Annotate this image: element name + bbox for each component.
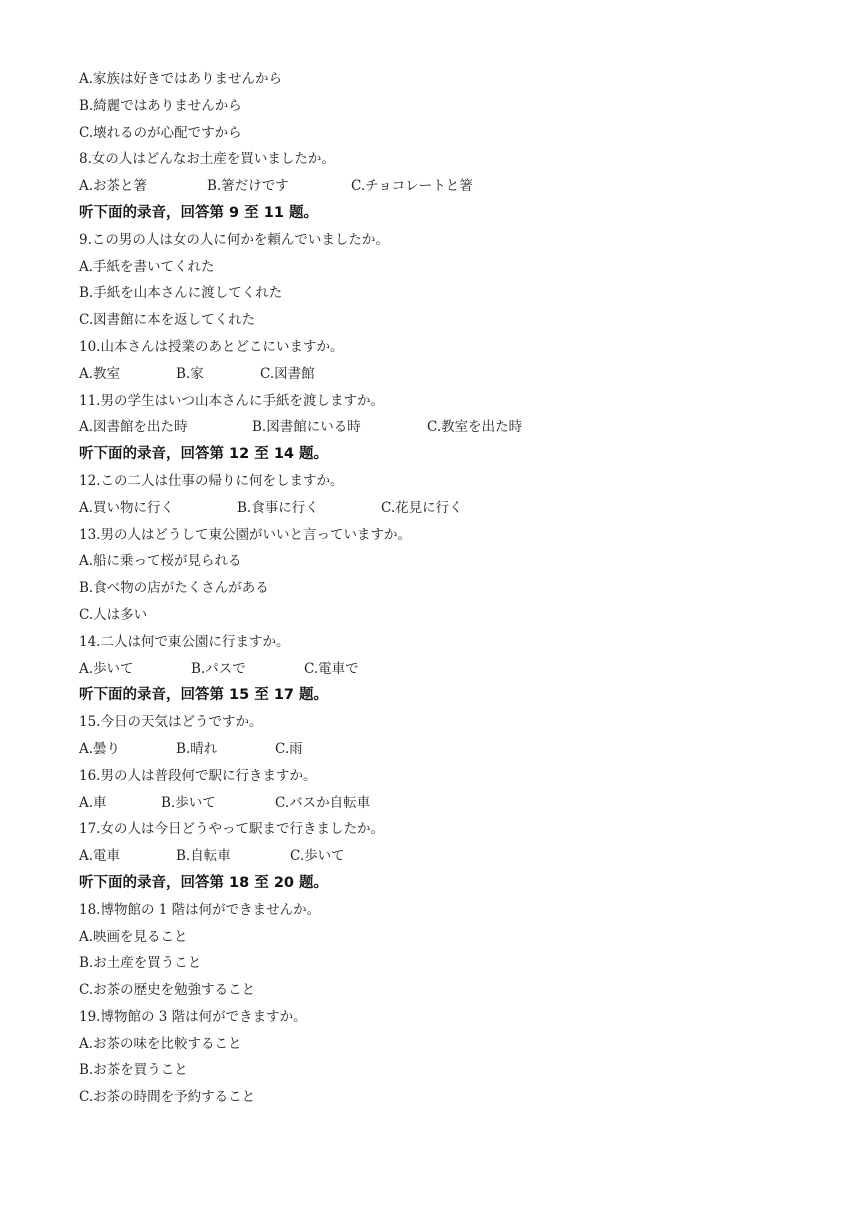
options-row: [79, 843, 819, 870]
option-c: C.チョコレートと箸: [351, 178, 473, 195]
question-line: 10.山本さんは授業のあとどこにいますか。: [79, 338, 344, 355]
option-line: B.お土産を買うこと: [79, 955, 202, 972]
option-line: A.船に乗って桜が見られる: [79, 553, 242, 570]
option-c: C.歩いて: [290, 848, 345, 865]
section-heading: 听下面的录音，回答第 15 至 17 题。: [79, 687, 329, 704]
option-b: B.箸だけです: [207, 178, 289, 195]
option-line: C.壊れるのが心配ですから: [79, 124, 242, 141]
option-line: B.手紙を山本さんに渡してくれた: [79, 285, 283, 302]
question-line: 12.この二人は仕事の帰りに何をしますか。: [79, 472, 344, 489]
option-b: B.自転車: [176, 848, 231, 865]
question-line: 18.博物館の 1 階は何ができませんか。: [79, 901, 321, 918]
question-line: 9.この男の人は女の人に何かを頼んでいましたか。: [79, 231, 389, 248]
option-c: C.電車で: [304, 660, 359, 677]
section-heading: 听下面的录音，回答第 18 至 20 题。: [79, 874, 329, 891]
option-line: A.お茶の味を比較すること: [79, 1035, 242, 1052]
options-row: [79, 495, 819, 522]
option-b: B.家: [176, 365, 204, 382]
option-b: B.図書館にいる時: [252, 419, 361, 436]
option-b: B.歩いて: [161, 794, 216, 811]
options-row: [79, 656, 819, 683]
option-line: A.手紙を書いてくれた: [79, 258, 215, 275]
option-b: B.食事に行く: [237, 499, 319, 516]
question-line: 15.今日の天気はどうですか。: [79, 714, 263, 731]
option-line: C.図書館に本を返してくれた: [79, 312, 256, 329]
options-row: [79, 790, 819, 817]
option-line: C.お茶の歴史を勉強すること: [79, 982, 256, 999]
section-heading: 听下面的录音，回答第 12 至 14 题。: [79, 446, 329, 463]
options-row: [79, 736, 819, 763]
exam-page: [79, 66, 819, 1111]
option-a: A.曇り: [79, 740, 121, 757]
options-row: [79, 361, 819, 388]
question-line: 11.男の学生はいつ山本さんに手紙を渡しますか。: [79, 392, 384, 409]
option-a: A.図書館を出た時: [79, 419, 188, 436]
option-a: A.電車: [79, 848, 121, 865]
option-line: B.綺麗ではありませんから: [79, 97, 242, 114]
question-line: 17.女の人は今日どうやって駅まで行きましたか。: [79, 821, 384, 838]
option-a: A.教室: [79, 365, 121, 382]
option-c: C.教室を出た時: [427, 419, 523, 436]
option-c: C.雨: [275, 740, 303, 757]
option-c: C.バスか自転車: [275, 794, 371, 811]
question-line: 13.男の人はどうして東公園がいいと言っていますか。: [79, 526, 411, 543]
option-line: C.お茶の時間を予約すること: [79, 1089, 256, 1106]
option-a: A.買い物に行く: [79, 499, 175, 516]
option-line: C.人は多い: [79, 606, 148, 623]
question-line: 16.男の人は普段何で駅に行きますか。: [79, 767, 317, 784]
question-line: 8.女の人はどんなお土産を買いましたか。: [79, 151, 335, 168]
option-c: C.図書館: [260, 365, 315, 382]
option-a: A.車: [79, 794, 107, 811]
options-row: [79, 414, 819, 441]
option-b: B.パスで: [191, 660, 246, 677]
option-line: B.お茶を買うこと: [79, 1062, 188, 1079]
option-a: A.歩いて: [79, 660, 134, 677]
question-line: 14.二人は何で東公園に行ますか。: [79, 633, 290, 650]
options-row: [79, 173, 819, 200]
question-line: 19.博物館の 3 階は何ができますか。: [79, 1008, 307, 1025]
option-a: A.お茶と箸: [79, 178, 148, 195]
section-heading: 听下面的录音，回答第 9 至 11 题。: [79, 204, 318, 221]
option-line: A.映画を見ること: [79, 928, 188, 945]
option-c: C.花見に行く: [381, 499, 463, 516]
option-line: A.家族は好きではありませんから: [79, 71, 283, 87]
option-line: B.食べ物の店がたくさんがある: [79, 580, 269, 597]
option-b: B.晴れ: [176, 740, 218, 757]
